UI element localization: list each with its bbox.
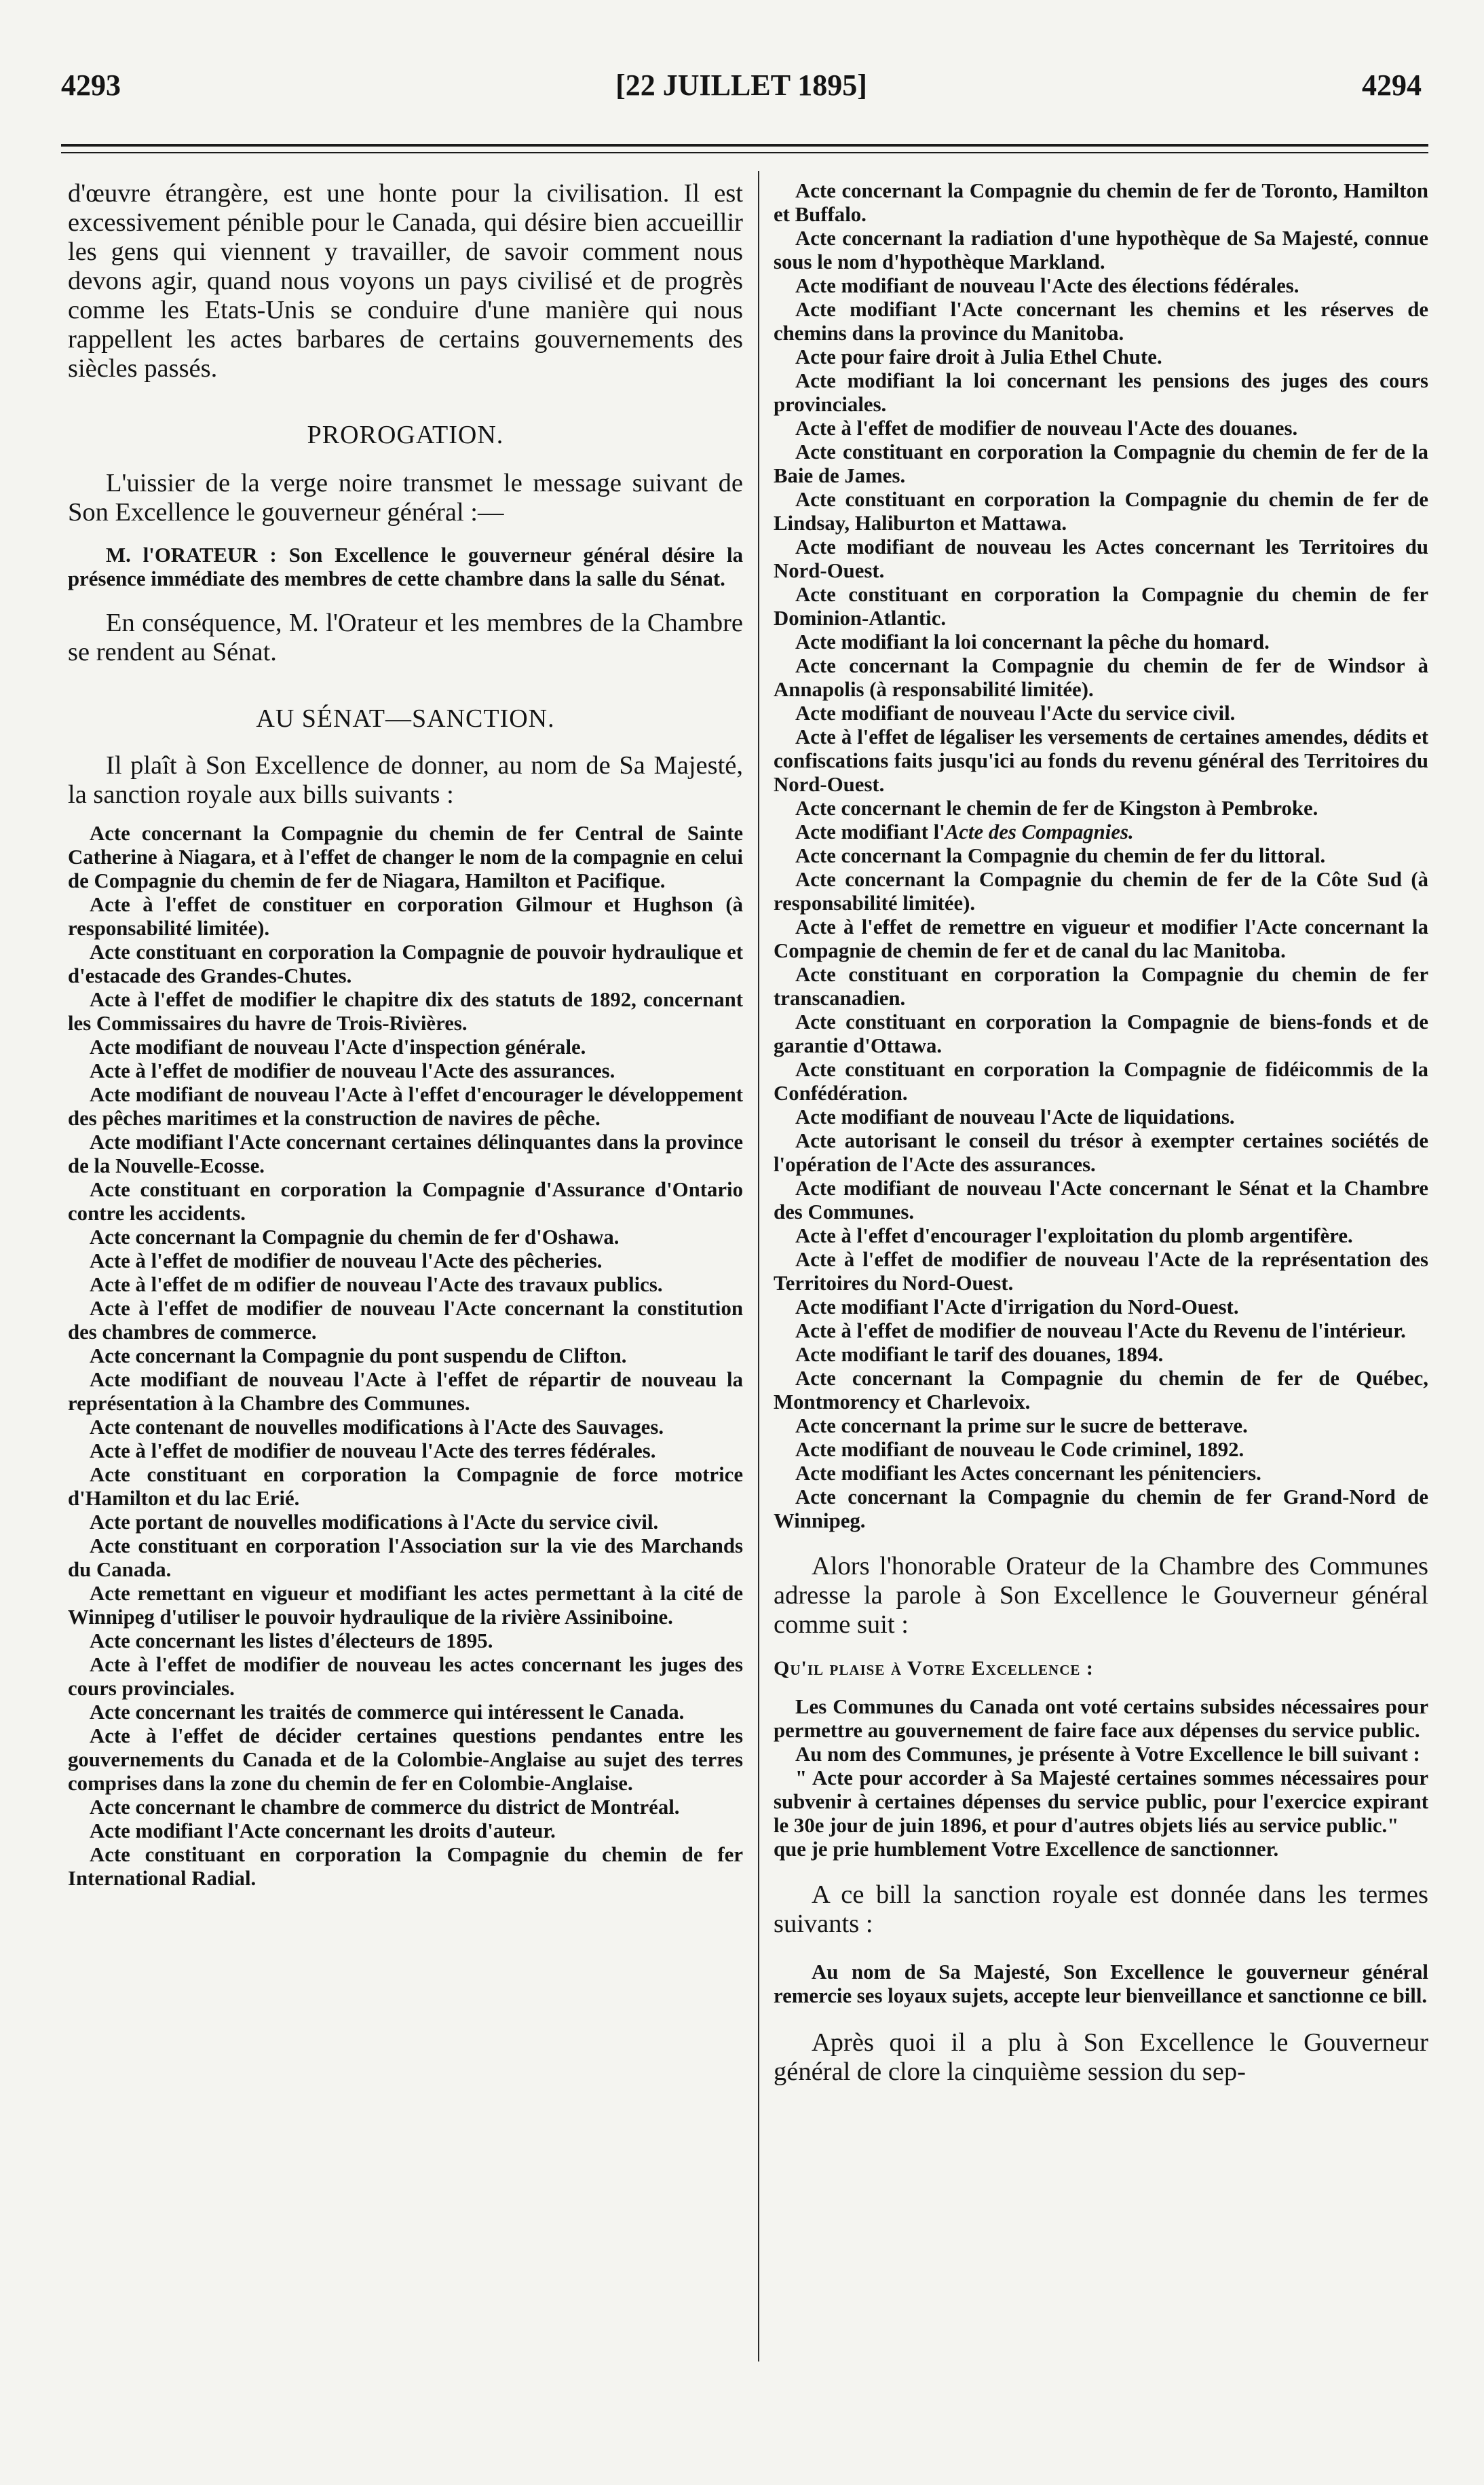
bill-quote: " Acte pour accorder à Sa Majesté certaines sommes nécessaires pour subvenir à certaines dépenses du service public, pour l'exercice expirant le 30e jour de juin 1896, et pour d'autres objets liés au service public." — [774, 1766, 1428, 1837]
left-column — [68, 179, 743, 1891]
bill-item: Acte constituant en corporation la Compagnie du chemin de fer Dominion-Atlantic. — [774, 583, 1428, 630]
au-nom-paragraph: Au nom des Communes, je présente à Votre Excellence le bill suivant : — [795, 1743, 1420, 1766]
bill-item: Acte modifiant l'Acte concernant certaines délinquantes dans la province de la Nouvelle-Ecosse. — [68, 1131, 743, 1177]
bill-item: Acte concernant la Compagnie du chemin de fer du littoral. — [795, 844, 1326, 867]
quil-plaise-heading: Qu'il plaise à Votre Excellence : — [774, 1657, 1094, 1680]
compagnies-italic: Acte des Compagnies. — [945, 820, 1134, 843]
opening-paragraph: d'œuvre étrangère, est une honte pour la civilisation. Il est excessivement pénible pour le Canada, qui désire bien accueillir les gens qui viennent y travailler, de savoir comment nous devons agir, quand nous voyons un pays civilisé et de progrès comme les Etats-Unis se conduire d'une manière qui nous rappellent les actes barbares de certains gouvernements des siècles passés. — [68, 179, 743, 383]
bill-item: Acte remettant en vigueur et modifiant les actes permettant à la cité de Winnipeg d'utiliser le pouvoir hydraulique de la rivière Assiniboine. — [68, 1582, 743, 1629]
bill-list-right — [774, 179, 1428, 1533]
bill-item: Acte concernant les listes d'électeurs de 1895. — [90, 1629, 493, 1652]
bill-item: Acte modifiant de nouveau l'Acte à l'effet d'encourager le développement des pêches maritimes et la construction de navires de pêche. — [68, 1083, 743, 1130]
heading-senat-sanction: AU SÉNAT—SANCTION. — [256, 704, 555, 733]
heading-prorogation: PROROGATION. — [307, 421, 504, 449]
bill-item: Acte concernant le chemin de fer de Kingston à Pembroke. — [795, 797, 1318, 820]
bill-item: Acte à l'effet de modifier de nouveau l'Acte des douanes. — [795, 417, 1298, 440]
bill-item: Acte à l'effet de modifier de nouveau l'Acte du Revenu de l'intérieur. — [795, 1319, 1406, 1342]
bill-item: Acte modifiant l'Acte concernant les chemins et les réserves de chemins dans la province du Manitoba. — [774, 298, 1428, 345]
consequence-paragraph: En conséquence, M. l'Orateur et les membres de la Chambre se rendent au Sénat. — [68, 609, 743, 666]
compagnies-prefix: Acte modifiant l' — [795, 820, 945, 843]
bill-item: Acte modifiant la loi concernant les pensions des juges des cours provinciales. — [774, 369, 1428, 416]
bill-item: Acte concernant la Compagnie du chemin de fer Central de Sainte Catherine à Niagara, et à l'effet de changer le nom de la compagnie en celui de Compagnie du chemin de fer de Niagara, Hamilton et Pacifique. — [68, 822, 743, 892]
bill-item: Acte modifiant de nouveau les Actes concernant les Territoires du Nord-Ouest. — [774, 535, 1428, 582]
apres-paragraph: Après quoi il a plu à Son Excellence le Gouverneur général de clore la cinquième session du sep- — [774, 2028, 1428, 2086]
que-je-paragraph: que je prie humblement Votre Excellence de sanctionner. — [774, 1838, 1279, 1861]
bill-item: Acte à l'effet d'encourager l'exploitation du plomb argentifère. — [795, 1224, 1353, 1247]
bill-item: Acte à l'effet de modifier de nouveau l'Acte de la représentation des Territoires du Nord-Ouest. — [774, 1248, 1428, 1295]
right-column — [774, 179, 1428, 2087]
bill-item: Acte modifiant de nouveau l'Acte des élections fédérales. — [795, 274, 1299, 297]
page-number-right: 4294 — [1362, 69, 1422, 102]
bill-item: Acte modifiant les Actes concernant les pénitenciers. — [795, 1462, 1261, 1485]
bill-item: Acte portant de nouvelles modifications à l'Acte du service civil. — [90, 1511, 659, 1534]
plait-paragraph: Il plaît à Son Excellence de donner, au nom de Sa Majesté, la sanction royale aux bills suivants : — [68, 751, 743, 809]
header-date: [22 JUILLET 1895] — [615, 69, 867, 102]
bill-item: Acte concernant la Compagnie du chemin de fer de Windsor à Annapolis (à responsabilité limitée). — [774, 654, 1428, 701]
bill-item: Acte à l'effet de modifier de nouveau l'Acte concernant la constitution des chambres de commerce. — [68, 1297, 743, 1344]
bill-item: Acte constituant en corporation la Compagnie du chemin de fer transcanadien. — [774, 963, 1428, 1010]
bill-item: Acte constituant en corporation l'Association sur la vie des Marchands du Canada. — [68, 1534, 743, 1581]
orateur-message — [68, 544, 743, 591]
bill-item: Acte à l'effet de modifier de nouveau l'Acte des terres fédérales. — [90, 1439, 656, 1462]
bill-item: Acte à l'effet de légaliser les versements de certaines amendes, dédits et confiscations faits jusqu'ici au fonds du revenu général des Territoires du Nord-Ouest. — [774, 725, 1428, 796]
bill-item: Acte concernant la prime sur le sucre de betterave. — [795, 1414, 1248, 1437]
bill-item: Acte concernant la Compagnie du chemin de fer de Québec, Montmorency et Charlevoix. — [774, 1367, 1428, 1414]
bill-item: Acte concernant les traités de commerce qui intéressent le Canada. — [90, 1701, 685, 1724]
bill-item: Acte modifiant le tarif des douanes, 1894. — [795, 1343, 1164, 1366]
bill-item: Acte modifiant l'Acte d'irrigation du Nord-Ouest. — [795, 1295, 1239, 1319]
bill-item: Acte à l'effet de modifier de nouveau l'Acte des pêcheries. — [90, 1249, 603, 1272]
bill-item: Acte à l'effet de modifier de nouveau l'Acte des assurances. — [90, 1059, 615, 1082]
bill-item: Acte constituant en corporation la Compagnie d'Assurance d'Ontario contre les accidents. — [68, 1178, 743, 1225]
bill-item: Acte à l'effet de m odifier de nouveau l'Acte des travaux publics. — [90, 1273, 663, 1296]
huissier-paragraph: L'uissier de la verge noire transmet le message suivant de Son Excellence le gouverneur général :— — [68, 469, 743, 527]
header-rule-thin — [61, 152, 1428, 153]
bill-item: Acte constituant en corporation la Compagnie de biens-fonds et de garantie d'Ottawa. — [774, 1010, 1428, 1057]
header-rule-thick — [61, 144, 1428, 147]
bill-item: Acte concernant la Compagnie du pont suspendu de Clifton. — [90, 1344, 627, 1367]
bill-item: Acte à l'effet de décider certaines questions pendantes entre les gouvernements du Canada et de la Colombie-Anglaise au sujet des terres comprises dans la zone du chemin de fer en Colombie-Anglaise. — [68, 1724, 743, 1795]
bill-item: Acte à l'effet de modifier de nouveau les actes concernant les juges des cours provinciales. — [68, 1653, 743, 1700]
orateur-label: M. l'ORATEUR : — [106, 544, 277, 567]
bill-item: Acte modifiant l'Acte concernant les droits d'auteur. — [90, 1819, 556, 1842]
bill-item: Acte à l'effet de constituer en corporation Gilmour et Hughson (à responsabilité limitée). — [68, 893, 743, 940]
bill-item: Acte modifiant de nouveau l'Acte à l'effet de répartir de nouveau la représentation à la Chambre des Communes. — [68, 1368, 743, 1415]
page-header — [61, 62, 1422, 110]
bill-item: Acte constituant en corporation la Compagnie de force motrice d'Hamilton et du lac Erié. — [68, 1463, 743, 1510]
bill-item-compagnies — [774, 820, 1428, 844]
bill-item: Acte à l'effet de modifier le chapitre dix des statuts de 1892, concernant les Commissaires du havre de Trois-Rivières. — [68, 988, 743, 1035]
alors-paragraph: Alors l'honorable Orateur de la Chambre des Communes adresse la parole à Son Excellence le Gouverneur général comme suit : — [774, 1552, 1428, 1639]
bill-item: Acte modifiant de nouveau l'Acte du service civil. — [795, 702, 1236, 725]
orateur-text: Son Excellence le gouverneur général désire la présence immédiate des membres de cette chambre dans la salle du Sénat. — [68, 544, 743, 590]
bill-item: Acte concernant la Compagnie du chemin de fer de Toronto, Hamilton et Buffalo. — [774, 179, 1428, 226]
bill-item: Acte concernant la Compagnie du chemin de fer d'Oshawa. — [90, 1226, 620, 1249]
bill-item: Acte constituant en corporation la Compagnie de pouvoir hydraulique et d'estacade des Grandes-Chutes. — [68, 941, 743, 987]
bill-item: Acte concernant le chambre de commerce du district de Montréal. — [90, 1796, 680, 1819]
bill-item: Acte constituant en corporation la Compagnie de fidéicommis de la Confédération. — [774, 1058, 1428, 1105]
bill-item: Acte constituant en corporation la Compagnie du chemin de fer International Radial. — [68, 1843, 743, 1890]
bill-item: Acte concernant la radiation d'une hypothèque de Sa Majesté, connue sous le nom d'hypothèque Markland. — [774, 227, 1428, 273]
au-nom-majeste-paragraph: Au nom de Sa Majesté, Son Excellence le gouverneur général remercie ses loyaux sujets, accepte leur bienveillance et sanctionne ce bill. — [774, 1960, 1428, 2007]
bill-item: Acte modifiant la loi concernant la pêche du homard. — [795, 630, 1270, 653]
communes-paragraph: Les Communes du Canada ont voté certains subsides nécessaires pour permettre au gouvernement de faire face aux dépenses du service public. — [774, 1695, 1428, 1742]
bill-list-left — [68, 822, 743, 1891]
bill-item: Acte constituant en corporation la Compagnie du chemin de fer de Lindsay, Haliburton et Mattawa. — [774, 488, 1428, 535]
bill-item: Acte pour faire droit à Julia Ethel Chute. — [795, 345, 1162, 368]
bill-item: Acte modifiant de nouveau l'Acte concernant le Sénat et la Chambre des Communes. — [774, 1177, 1428, 1223]
page-number-left: 4293 — [61, 69, 121, 102]
bill-item: Acte concernant la Compagnie du chemin de fer Grand-Nord de Winnipeg. — [774, 1485, 1428, 1532]
bill-item: Acte autorisant le conseil du trésor à exempter certaines sociétés de l'opération de l'Acte des assurances. — [774, 1129, 1428, 1176]
bill-item: Acte modifiant de nouveau le Code criminel, 1892. — [795, 1438, 1244, 1461]
bill-item: Acte modifiant de nouveau l'Acte d'inspection générale. — [90, 1036, 586, 1059]
column-separator — [758, 171, 759, 2361]
bill-item: Acte contenant de nouvelles modifications à l'Acte des Sauvages. — [90, 1416, 664, 1439]
bill-item: Acte concernant la Compagnie du chemin de fer de la Côte Sud (à responsabilité limitée). — [774, 868, 1428, 915]
bill-item: Acte à l'effet de remettre en vigueur et modifier l'Acte concernant la Compagnie de chemin de fer et de canal du lac Manitoba. — [774, 915, 1428, 962]
a-ce-bill-paragraph: A ce bill la sanction royale est donnée dans les termes suivants : — [774, 1880, 1428, 1938]
speech-block — [774, 1695, 1428, 1861]
bill-item: Acte constituant en corporation la Compagnie du chemin de fer de la Baie de James. — [774, 440, 1428, 487]
bill-item: Acte modifiant de nouveau l'Acte de liquidations. — [795, 1105, 1235, 1128]
